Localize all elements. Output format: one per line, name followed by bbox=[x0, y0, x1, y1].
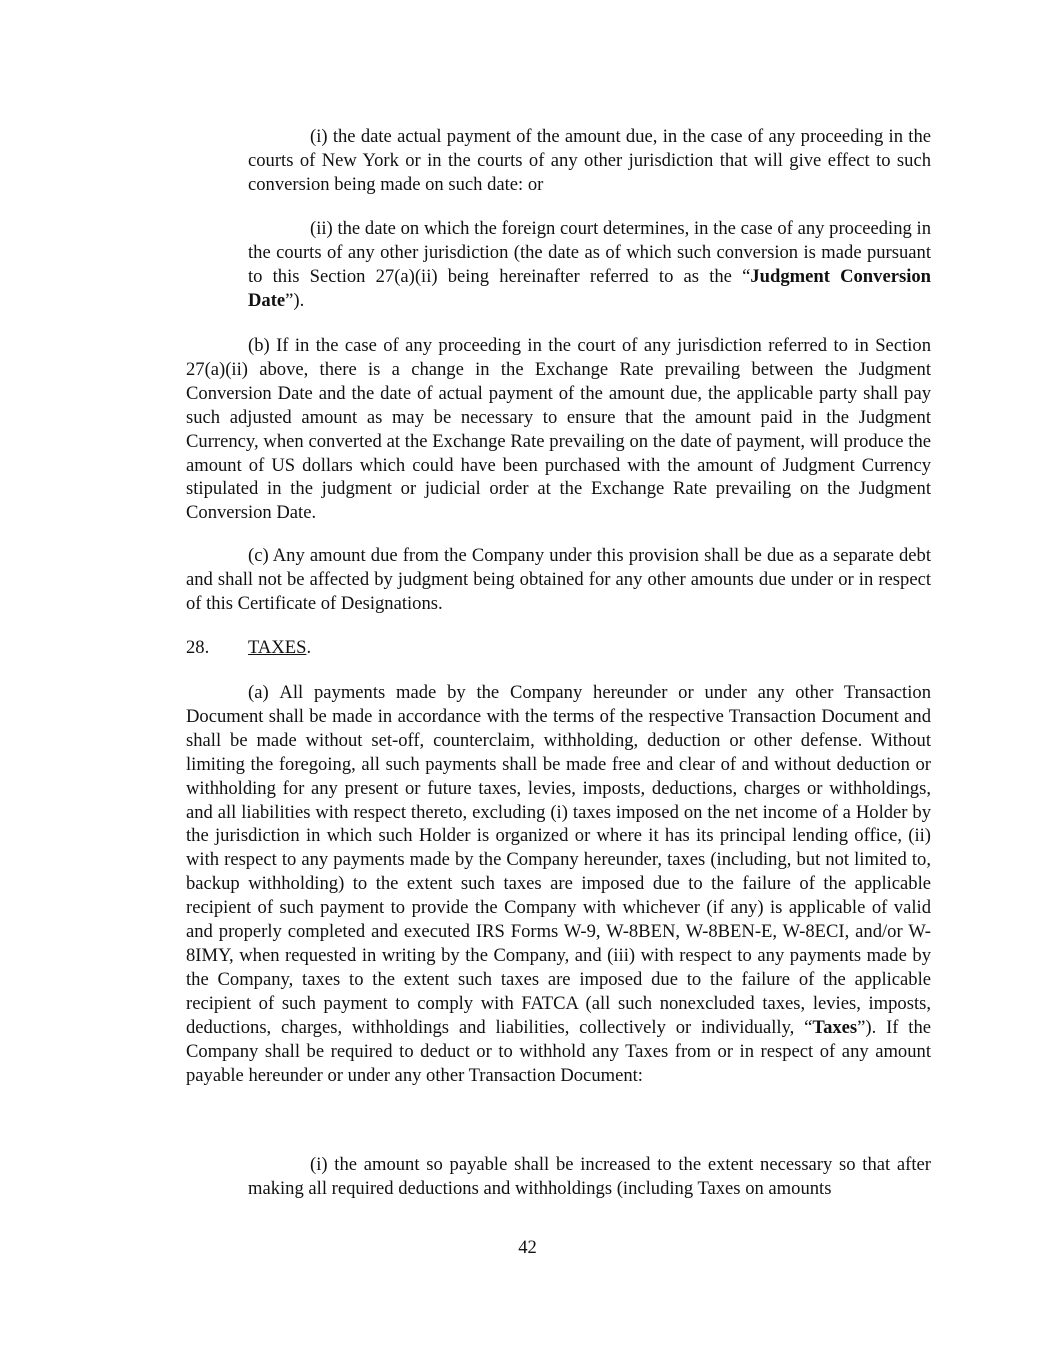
page-number: 42 bbox=[518, 1237, 537, 1258]
paragraph-a-payments bbox=[186, 681, 931, 1087]
clause-ii-text: (ii) the date on which the foreign court determines, in the case of any proceeding in the courts of any other jurisdiction (the date as of which such conversion is made pursuant to this Section 27(a)(ii) being hereinafter referred to as the “ bbox=[248, 218, 931, 287]
clause-i-increased-amount bbox=[248, 1153, 931, 1201]
paragraph-a-text: (a) All payments made by the Company hereunder or under any other Transaction Document shall be made in accordance with the terms of the respective Transaction Document and shall be made without set-off, counterclaim, withholding, deduction or other defense. Without limiting the foregoing, all such payments shall be made free and clear of and without deduction or withholding for any present or future taxes, levies, imposts, deductions, charges or withholdings, and all liabilities with respect thereto, excluding (i) taxes imposed on the net income of a Holder by the jurisdiction in which such Holder is organized or where it has its principal lending office, (ii) with respect to any payments made by the Company hereunder, taxes (including, but not limited to, backup withholding) to the extent such taxes are imposed due to the failure of the applicable recipient of such payment to provide the Company with whichever (if any) is applicable of valid and properly completed and executed IRS Forms W-9, W-8BEN, W-8BEN-E, W-8ECI, and/or W-8IMY, when requested in writing by the Company, and (iii) with respect to any payments made by the Company, taxes to the extent such taxes are imposed due to the failure of the applicable recipient of such payment to comply with FATCA (all such nonexcluded taxes, levies, imposts, deductions, charges, withholdings and liabilities, collectively or individually, “ bbox=[186, 682, 931, 1038]
clause-ii-text-end: ”). bbox=[285, 289, 305, 311]
clause-i-increased-text: (i) the amount so payable shall be increased to the extent necessary so that after making all required deductions and withholdings (including Taxes on amounts bbox=[248, 1154, 931, 1199]
paragraph-a-text-end: ”). If the Company shall be required to deduct or to withhold any Taxes from or in respect of any amount payable hereunder or under any other Transaction Document: bbox=[186, 1016, 931, 1086]
section-title: TAXES bbox=[248, 637, 307, 658]
section-heading-taxes bbox=[186, 636, 311, 660]
defined-term-judgment-conversion-date: Judgment Conversion Date bbox=[248, 265, 931, 311]
paragraph-c-separate-debt bbox=[186, 544, 931, 616]
section-title-period: . bbox=[306, 637, 312, 658]
paragraph-b-exchange-rate bbox=[186, 334, 931, 525]
clause-i-text: (i) the date actual payment of the amount due, in the case of any proceeding in the courts of New York or in the courts of any other jurisdiction that will give effect to such conversion being made on such date: or bbox=[248, 126, 931, 195]
section-number: 28. bbox=[186, 637, 210, 658]
clause-i-payment-date bbox=[248, 125, 931, 197]
paragraph-c-text: (c) Any amount due from the Company under this provision shall be due as a separate debt and shall not be affected by judgment being obtained for any other amounts due under or in respect of this Certificate of Designations. bbox=[186, 545, 931, 614]
paragraph-b-text: (b) If in the case of any proceeding in the court of any jurisdiction referred to in Section 27(a)(ii) above, there is a change in the Exchange Rate prevailing between the Judgment Conversion Date and the date of actual payment of the amount due, the applicable party shall pay such adjusted amount as may be necessary to ensure that the amount paid in the Judgment Currency, when converted at the Exchange Rate prevailing on the date of payment, will produce the amount of US dollars which could have been purchased with the amount of Judgment Currency stipulated in the judgment or judicial order at the Exchange Rate prevailing on the Judgment Conversion Date. bbox=[186, 335, 931, 524]
clause-ii-foreign-court-date bbox=[248, 217, 931, 313]
defined-term-taxes: Taxes bbox=[812, 1016, 858, 1038]
